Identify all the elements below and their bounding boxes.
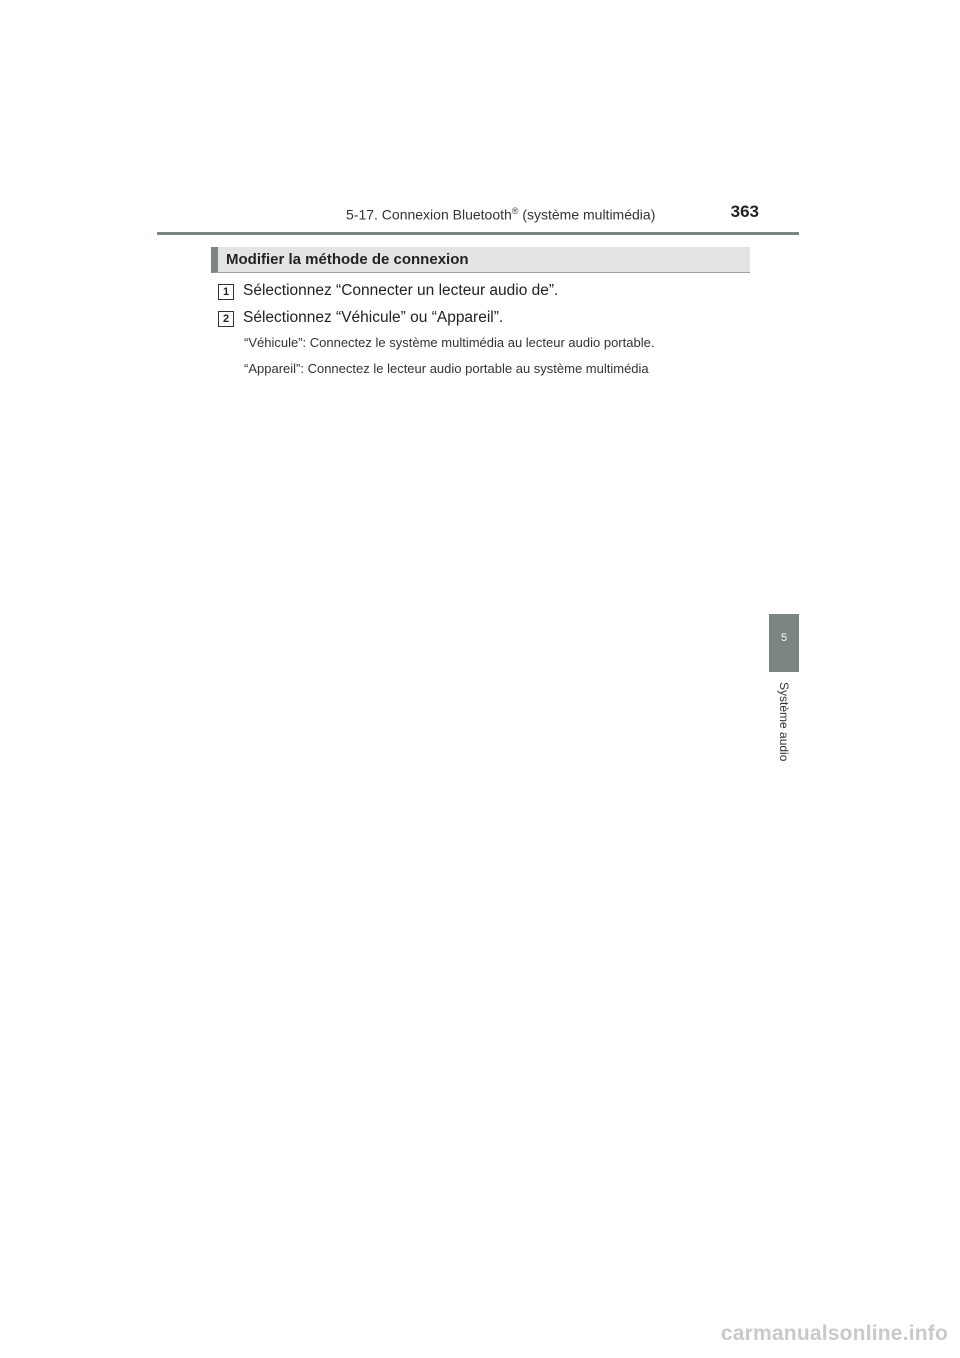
section-heading <box>211 247 750 273</box>
registered-mark: ® <box>511 206 519 216</box>
page-number: 363 <box>730 202 759 221</box>
chapter-tab <box>769 614 799 672</box>
watermark: carmanualsonline.info <box>720 1322 948 1345</box>
step-text: Sélectionnez “Connecter un lecteur audio de”. <box>243 282 559 299</box>
chapter-title-suffix: (système multimédia) <box>518 206 656 223</box>
chapter-title <box>346 206 655 223</box>
chapter-tab-label: Système audio <box>777 682 791 762</box>
section-heading-text: Modifier la méthode de connexion <box>226 251 469 268</box>
step-number: 1 <box>218 284 234 300</box>
chapter-title-main: 5-17. Connexion Bluetooth <box>346 206 512 223</box>
page-header <box>157 200 799 236</box>
step-text: Sélectionnez “Véhicule” ou “Appareil”. <box>243 309 504 326</box>
chapter-tab-number: 5 <box>780 632 788 644</box>
note-vehicle: “Véhicule”: Connectez le système multimédia au lecteur audio portable. <box>244 335 655 350</box>
step-number: 2 <box>218 311 234 327</box>
note-device: “Appareil”: Connectez le lecteur audio portable au système multimédia <box>244 361 649 376</box>
header-divider <box>157 232 799 235</box>
